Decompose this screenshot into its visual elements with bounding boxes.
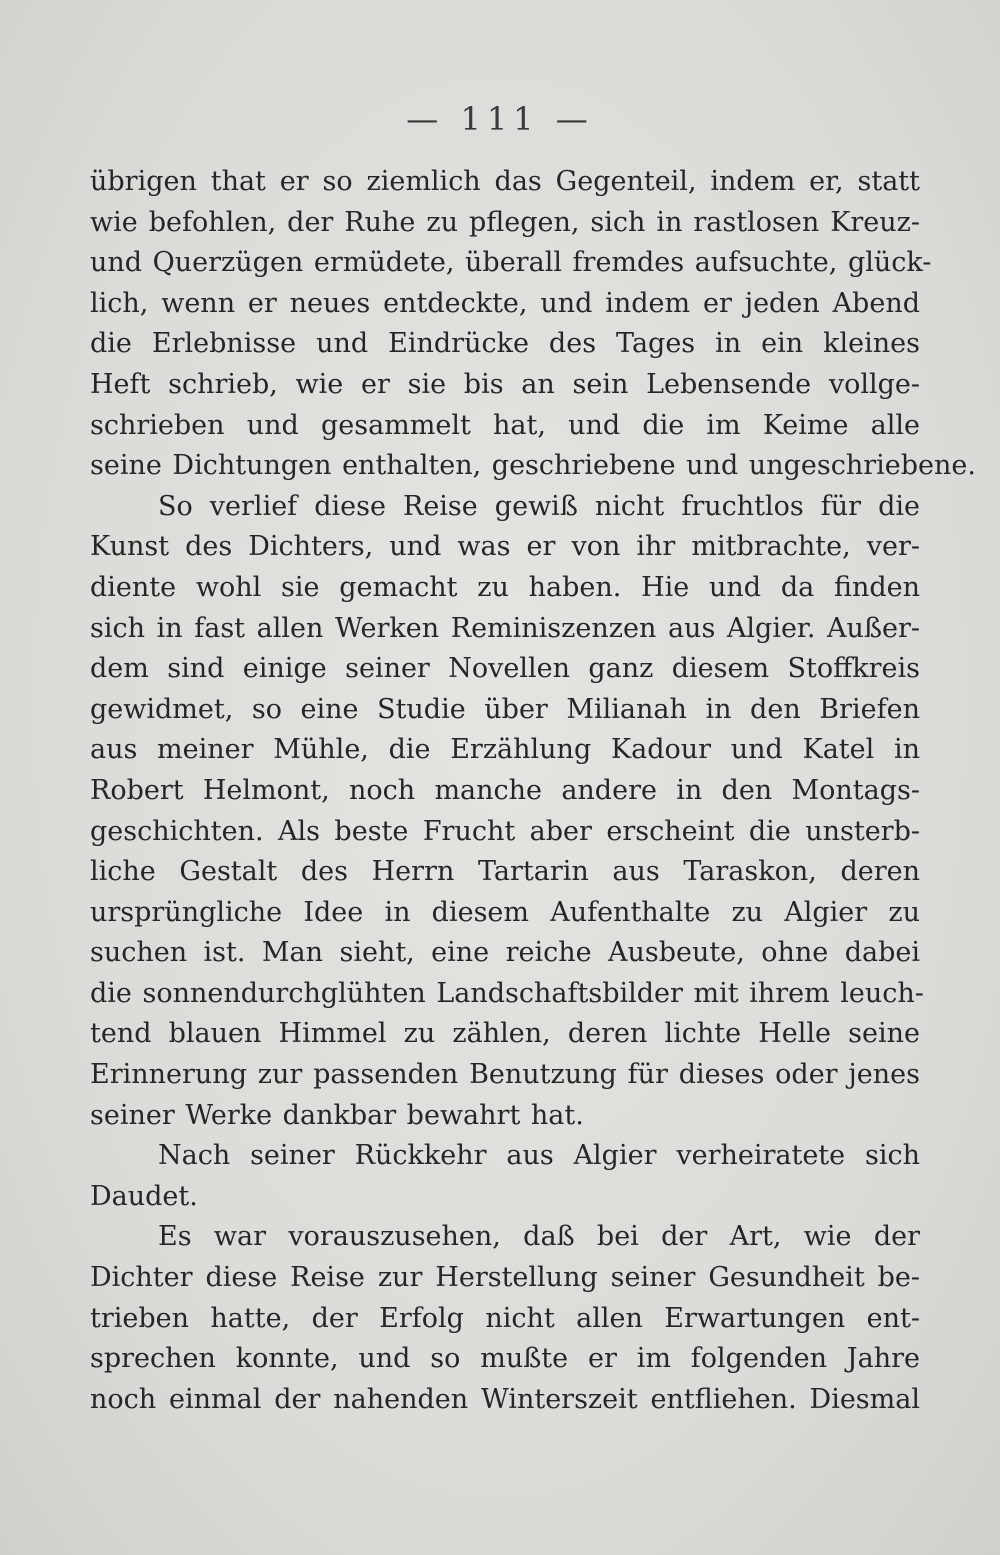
text-line: seine Dichtungen enthalten, geschriebene und ungeschriebene. <box>90 450 976 482</box>
text-line: ursprüngliche Idee in diesem Aufenthalte zu Algier zu <box>90 896 920 928</box>
text-line: suchen ist. Man sieht, eine reiche Ausbeute, ohne dabei <box>90 937 920 969</box>
text-line: So verlief diese Reise gewiß nicht fruchtlos für die <box>158 490 920 522</box>
text-line: übrigen that er so ziemlich das Gegenteil, indem er, statt <box>90 166 920 197</box>
text-line: die sonnendurchglühten Landschaftsbilder mit ihrem leuch- <box>90 977 924 1009</box>
text-line: geschichten. Als beste Frucht aber erscheint die unsterb- <box>90 815 920 847</box>
text-line: schrieben und gesammelt hat, und die im Keime alle <box>90 409 920 441</box>
text-line: Erinnerung zur passenden Benutzung für dieses oder jenes <box>90 1059 920 1091</box>
text-line: seiner Werke dankbar bewahrt hat. <box>90 1099 584 1131</box>
text-line: noch einmal der nahenden Winterszeit entfliehen. Diesmal <box>90 1383 920 1415</box>
text-line: und Querzügen ermüdete, überall fremdes aufsuchte, glück- <box>90 247 932 279</box>
text-line: Daudet. <box>90 1180 198 1212</box>
text-line: die Erlebnisse und Eindrücke des Tages in ein kleines <box>90 328 920 360</box>
text-line: dem sind einige seiner Novellen ganz diesem Stoffkreis <box>90 653 920 685</box>
text-line: Dichter diese Reise zur Herstellung seiner Gesundheit be- <box>90 1262 920 1294</box>
body-text <box>90 162 976 1420</box>
text-line: gewidmet, so eine Studie über Milianah in den Briefen <box>90 693 920 725</box>
text-line: lich, wenn er neues entdeckte, und indem er jeden Abend <box>90 287 920 319</box>
text-line: trieben hatte, der Erfolg nicht allen Erwartungen ent- <box>90 1302 920 1334</box>
text-line: Kunst des Dichters, und was er von ihr mitbrachte, ver- <box>90 531 920 563</box>
text-line: Nach seiner Rückkehr aus Algier verheiratete sich <box>158 1140 920 1172</box>
text-line: diente wohl sie gemacht zu haben. Hie und da finden <box>90 571 920 603</box>
text-line: Heft schrieb, wie er sie bis an sein Lebensende vollge- <box>90 368 920 400</box>
text-line: sprechen konnte, und so mußte er im folgenden Jahre <box>90 1343 920 1375</box>
text-line: liche Gestalt des Herrn Tartarin aus Taraskon, deren <box>90 856 920 888</box>
text-line: aus meiner Mühle, die Erzählung Kadour und Katel in <box>90 734 920 766</box>
text-line: wie befohlen, der Ruhe zu pflegen, sich in rastlosen Kreuz- <box>90 206 920 238</box>
text-line: tend blauen Himmel zu zählen, deren lichte Helle seine <box>90 1018 920 1050</box>
page-number: — 111 — <box>406 100 594 138</box>
text-line: sich in fast allen Werken Reminiszenzen aus Algier. Außer- <box>90 612 920 644</box>
text-line: Es war vorauszusehen, daß bei der Art, wie der <box>158 1221 920 1253</box>
text-line: Robert Helmont, noch manche andere in den Montags- <box>90 774 920 806</box>
